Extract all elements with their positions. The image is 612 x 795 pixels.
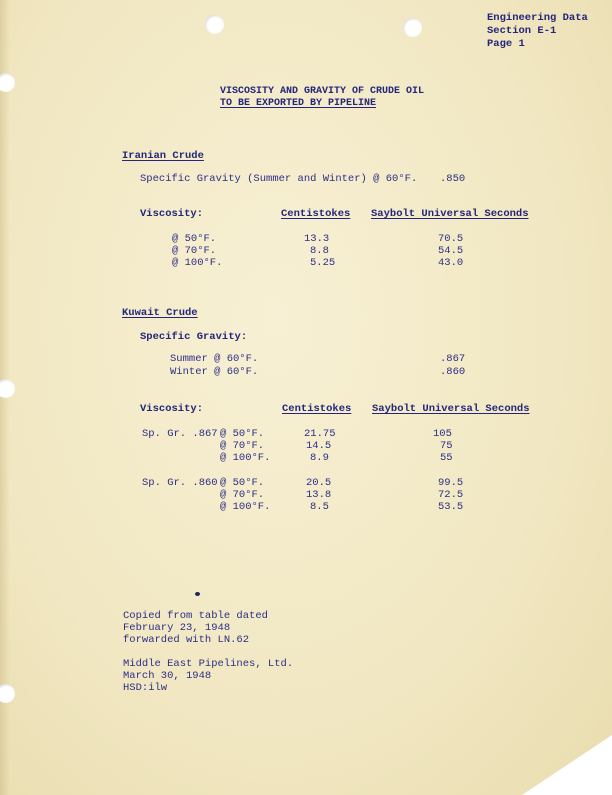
iranian-viscosity-label: Viscosity:	[140, 208, 204, 220]
iranian-saybolt-header: Saybolt Universal Seconds	[371, 208, 529, 220]
iranian-row-saybolt: 70.5	[438, 233, 464, 245]
kuwait-row-centistokes: 14.5	[306, 440, 332, 452]
kuwait-row-temp: @ 70°F.	[220, 440, 265, 452]
kuwait-row-temp: @ 100°F.	[220, 501, 271, 513]
iranian-centistokes-header: Centistokes	[281, 208, 351, 220]
iranian-row-saybolt: 54.5	[438, 245, 464, 257]
kuwait-row-centistokes: 8.9	[310, 452, 329, 464]
kuwait-row-centistokes: 21.75	[304, 428, 336, 440]
punch-hole-top-right	[403, 18, 422, 37]
footer-issue-date: March 30, 1948	[123, 670, 212, 682]
iranian-row-centistokes: 13.3	[304, 233, 330, 245]
header-page: Page 1	[487, 38, 525, 50]
kuwait-summer-label: Summer @ 60°F.	[170, 353, 259, 365]
footer-copied-line: Copied from table dated	[123, 610, 268, 622]
iranian-crude-heading: Iranian Crude	[122, 150, 204, 162]
iranian-row-temp: @ 100°F.	[172, 257, 223, 269]
kuwait-group-label: Sp. Gr. .867	[142, 428, 218, 440]
iranian-row-temp: @ 50°F.	[172, 233, 217, 245]
kuwait-crude-heading: Kuwait Crude	[122, 307, 198, 319]
punch-hole-left-lower	[0, 684, 15, 703]
kuwait-row-temp: @ 50°F.	[220, 428, 265, 440]
punch-hole-top-left	[205, 15, 224, 34]
iranian-specific-gravity-label: Specific Gravity (Summer and Winter) @ 60°F.	[140, 173, 418, 185]
kuwait-viscosity-label: Viscosity:	[140, 403, 204, 415]
kuwait-row-saybolt: 99.5	[438, 477, 464, 489]
title-line-2: TO BE EXPORTED BY PIPELINE	[220, 98, 377, 109]
kuwait-saybolt-header: Saybolt Universal Seconds	[372, 403, 530, 415]
kuwait-row-saybolt: 72.5	[438, 489, 464, 501]
kuwait-centistokes-header: Centistokes	[282, 403, 352, 415]
kuwait-summer-value: .867	[440, 353, 466, 365]
punch-hole-left-upper	[0, 73, 15, 92]
iranian-row-centistokes: 5.25	[310, 257, 336, 269]
kuwait-row-saybolt: 53.5	[438, 501, 464, 513]
kuwait-row-saybolt: 55	[440, 452, 453, 464]
kuwait-row-centistokes: 20.5	[306, 477, 332, 489]
kuwait-row-temp: @ 100°F.	[220, 452, 271, 464]
kuwait-specific-gravity-label: Specific Gravity:	[140, 331, 248, 343]
kuwait-row-saybolt: 75	[440, 440, 453, 452]
folded-corner	[522, 735, 612, 795]
footer-forwarded-line: forwarded with LN.62	[123, 634, 250, 646]
kuwait-row-centistokes: 13.8	[306, 489, 332, 501]
footer-initials: HSD:ilw	[123, 682, 168, 694]
title-line-1: VISCOSITY AND GRAVITY OF CRUDE OIL	[220, 86, 425, 97]
kuwait-winter-label: Winter @ 60°F.	[170, 366, 259, 378]
footer-date-line: February 23, 1948	[123, 622, 231, 634]
kuwait-row-centistokes: 8.5	[310, 501, 329, 513]
header-engineering-data: Engineering Data	[487, 12, 588, 24]
ink-spot	[195, 592, 200, 596]
kuwait-row-saybolt: 105	[433, 428, 452, 440]
iranian-row-temp: @ 70°F.	[172, 245, 217, 257]
kuwait-group-label: Sp. Gr. .860	[142, 477, 218, 489]
kuwait-row-temp: @ 70°F.	[220, 489, 265, 501]
footer-organization: Middle East Pipelines, Ltd.	[123, 658, 294, 670]
kuwait-row-temp: @ 50°F.	[220, 477, 265, 489]
iranian-row-saybolt: 43.0	[438, 257, 464, 269]
iranian-specific-gravity-value: .850	[440, 173, 466, 185]
header-section: Section E-1	[487, 25, 557, 37]
kuwait-winter-value: .860	[440, 366, 466, 378]
punch-hole-left-middle	[0, 379, 15, 398]
iranian-row-centistokes: 8.8	[310, 245, 329, 257]
